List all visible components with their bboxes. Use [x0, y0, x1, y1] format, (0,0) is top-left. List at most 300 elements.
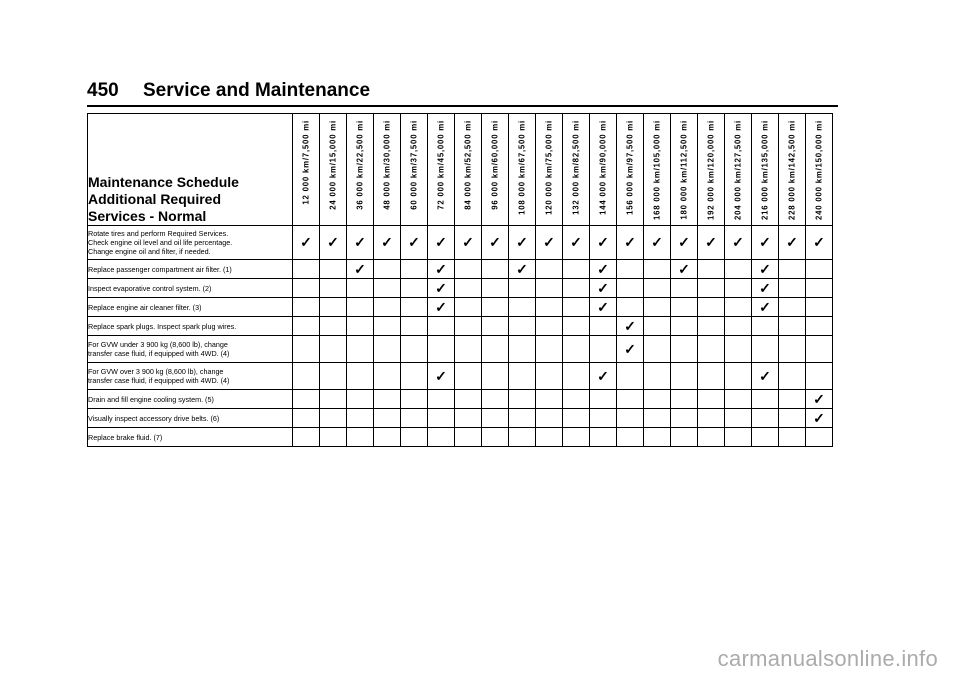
service-check-cell [509, 260, 536, 279]
empty-cell [455, 317, 482, 336]
service-check-cell [590, 260, 617, 279]
empty-cell [644, 409, 671, 428]
check-icon: ✓ [813, 409, 825, 426]
check-icon: ✓ [435, 279, 447, 296]
service-description-line: Visually inspect accessory drive belts. (6) [88, 413, 220, 423]
empty-cell [293, 409, 320, 428]
check-icon: ✓ [759, 279, 771, 296]
check-icon: ✓ [813, 390, 825, 407]
empty-cell [428, 409, 455, 428]
empty-cell [482, 428, 509, 447]
empty-cell [806, 428, 833, 447]
empty-cell [509, 279, 536, 298]
empty-cell [644, 363, 671, 390]
schedule-title-line: Services - Normal [88, 208, 207, 224]
empty-cell [347, 409, 374, 428]
empty-cell [320, 390, 347, 409]
empty-cell [401, 336, 428, 363]
empty-cell [725, 260, 752, 279]
service-description-line: Replace engine air cleaner filter. (3) [88, 302, 202, 312]
service-check-cell [698, 226, 725, 260]
service-check-cell [806, 390, 833, 409]
service-check-cell [509, 226, 536, 260]
empty-cell [455, 428, 482, 447]
interval-column-header [536, 114, 563, 226]
empty-cell [482, 279, 509, 298]
check-icon: ✓ [597, 279, 609, 296]
interval-column-header [509, 114, 536, 226]
empty-cell [779, 428, 806, 447]
service-check-cell [563, 226, 590, 260]
interval-column-header [320, 114, 347, 226]
empty-cell [779, 279, 806, 298]
service-check-cell [590, 298, 617, 317]
empty-cell [725, 336, 752, 363]
empty-cell [806, 298, 833, 317]
service-check-cell [482, 226, 509, 260]
empty-cell [698, 390, 725, 409]
interval-column-header [563, 114, 590, 226]
empty-cell [725, 317, 752, 336]
empty-cell [617, 428, 644, 447]
service-check-cell [752, 226, 779, 260]
empty-cell [563, 298, 590, 317]
empty-cell [671, 409, 698, 428]
empty-cell [374, 428, 401, 447]
empty-cell [401, 260, 428, 279]
empty-cell [752, 317, 779, 336]
check-icon: ✓ [624, 234, 636, 250]
service-check-cell [617, 317, 644, 336]
empty-cell [347, 336, 374, 363]
empty-cell [779, 336, 806, 363]
table-row [88, 298, 833, 317]
service-check-cell [347, 260, 374, 279]
service-description [88, 317, 293, 336]
table-row [88, 390, 833, 409]
empty-cell [374, 390, 401, 409]
check-icon: ✓ [435, 234, 447, 250]
service-check-cell [725, 226, 752, 260]
check-icon: ✓ [597, 234, 609, 250]
service-check-cell [671, 260, 698, 279]
interval-label: 180 000 km/112,500 mi [679, 120, 689, 220]
empty-cell [509, 390, 536, 409]
check-icon: ✓ [597, 367, 609, 384]
empty-cell [374, 336, 401, 363]
empty-cell [806, 317, 833, 336]
empty-cell [536, 279, 563, 298]
empty-cell [455, 279, 482, 298]
empty-cell [374, 260, 401, 279]
empty-cell [455, 298, 482, 317]
empty-cell [536, 336, 563, 363]
empty-cell [482, 409, 509, 428]
empty-cell [401, 409, 428, 428]
table-body [88, 226, 833, 447]
empty-cell [644, 390, 671, 409]
maintenance-schedule-table [87, 113, 833, 447]
empty-cell [698, 336, 725, 363]
interval-column-header [455, 114, 482, 226]
interval-column-header [590, 114, 617, 226]
service-description [88, 298, 293, 317]
table-row [88, 317, 833, 336]
interval-label: 36 000 km/22,500 mi [355, 120, 365, 210]
interval-label: 144 000 km/90,000 mi [598, 120, 608, 215]
check-icon: ✓ [759, 234, 771, 250]
empty-cell [347, 279, 374, 298]
empty-cell [347, 317, 374, 336]
service-description-line: Replace passenger compartment air filter. (1) [88, 264, 232, 274]
empty-cell [779, 390, 806, 409]
empty-cell [779, 317, 806, 336]
schedule-title-line: Additional Required [88, 191, 221, 207]
check-icon: ✓ [786, 234, 798, 250]
empty-cell [347, 298, 374, 317]
empty-cell [536, 317, 563, 336]
table-row [88, 409, 833, 428]
empty-cell [293, 336, 320, 363]
schedule-title [88, 114, 293, 226]
interval-label: 60 000 km/37,500 mi [409, 120, 419, 210]
interval-label: 132 000 km/82,500 mi [571, 120, 581, 215]
check-icon: ✓ [327, 234, 339, 250]
interval-column-header [671, 114, 698, 226]
interval-label: 156 000 km/97,500 mi [625, 120, 635, 215]
empty-cell [482, 390, 509, 409]
empty-cell [698, 260, 725, 279]
service-description [88, 409, 293, 428]
service-check-cell [455, 226, 482, 260]
empty-cell [725, 428, 752, 447]
service-description [88, 260, 293, 279]
check-icon: ✓ [408, 234, 420, 250]
empty-cell [347, 363, 374, 390]
service-description [88, 226, 293, 260]
interval-label: 24 000 km/15,000 mi [328, 120, 338, 210]
interval-column-header [725, 114, 752, 226]
service-check-cell [428, 226, 455, 260]
empty-cell [725, 279, 752, 298]
empty-cell [320, 428, 347, 447]
empty-cell [401, 428, 428, 447]
schedule-title-line: Maintenance Schedule [88, 174, 239, 190]
empty-cell [671, 317, 698, 336]
empty-cell [320, 279, 347, 298]
empty-cell [293, 390, 320, 409]
empty-cell [320, 363, 347, 390]
interval-label: 216 000 km/135,000 mi [760, 120, 770, 221]
empty-cell [536, 428, 563, 447]
empty-cell [617, 298, 644, 317]
empty-cell [563, 317, 590, 336]
check-icon: ✓ [570, 234, 582, 250]
empty-cell [671, 390, 698, 409]
empty-cell [698, 298, 725, 317]
interval-column-header [482, 114, 509, 226]
check-icon: ✓ [678, 234, 690, 250]
empty-cell [644, 336, 671, 363]
empty-cell [320, 336, 347, 363]
empty-cell [806, 363, 833, 390]
empty-cell [644, 260, 671, 279]
empty-cell [779, 298, 806, 317]
service-description-line: transfer case fluid, if equipped with 4WD. (4) [88, 349, 230, 358]
empty-cell [806, 336, 833, 363]
check-icon: ✓ [435, 367, 447, 384]
check-icon: ✓ [759, 367, 771, 384]
interval-label: 120 000 km/75,000 mi [544, 120, 554, 215]
service-description-line: Replace brake fluid. (7) [88, 432, 163, 442]
empty-cell [401, 317, 428, 336]
service-check-cell [428, 363, 455, 390]
empty-cell [482, 298, 509, 317]
empty-cell [698, 363, 725, 390]
empty-cell [455, 363, 482, 390]
check-icon: ✓ [516, 234, 528, 250]
empty-cell [779, 409, 806, 428]
empty-cell [698, 428, 725, 447]
empty-cell [536, 409, 563, 428]
empty-cell [563, 409, 590, 428]
empty-cell [509, 409, 536, 428]
check-icon: ✓ [624, 340, 636, 357]
empty-cell [617, 260, 644, 279]
check-icon: ✓ [759, 260, 771, 277]
service-description-line: For GVW under 3 900 kg (8,600 lb), change [88, 340, 228, 349]
service-description [88, 428, 293, 447]
empty-cell [320, 409, 347, 428]
empty-cell [509, 363, 536, 390]
empty-cell [617, 363, 644, 390]
check-icon: ✓ [543, 234, 555, 250]
service-description-line: Check engine oil level and oil life percentage. [88, 238, 233, 247]
empty-cell [536, 390, 563, 409]
empty-cell [617, 390, 644, 409]
empty-cell [590, 428, 617, 447]
empty-cell [779, 363, 806, 390]
empty-cell [293, 317, 320, 336]
empty-cell [401, 279, 428, 298]
section-title: Service and Maintenance [143, 80, 371, 101]
empty-cell [563, 260, 590, 279]
table-row [88, 428, 833, 447]
check-icon: ✓ [354, 234, 366, 250]
empty-cell [752, 336, 779, 363]
empty-cell [293, 298, 320, 317]
table-row [88, 336, 833, 363]
empty-cell [563, 279, 590, 298]
empty-cell [401, 390, 428, 409]
empty-cell [725, 363, 752, 390]
empty-cell [455, 260, 482, 279]
check-icon: ✓ [732, 234, 744, 250]
interval-label: 48 000 km/30,000 mi [382, 120, 392, 210]
service-check-cell [428, 260, 455, 279]
page-number: 450 [87, 80, 119, 101]
empty-cell [293, 363, 320, 390]
service-check-cell [590, 279, 617, 298]
empty-cell [401, 298, 428, 317]
service-check-cell [536, 226, 563, 260]
empty-cell [671, 336, 698, 363]
empty-cell [374, 409, 401, 428]
empty-cell [725, 409, 752, 428]
interval-column-header [752, 114, 779, 226]
empty-cell [806, 260, 833, 279]
empty-cell [374, 363, 401, 390]
empty-cell [428, 428, 455, 447]
empty-cell [752, 390, 779, 409]
empty-cell [671, 298, 698, 317]
empty-cell [671, 428, 698, 447]
service-description-line: Drain and fill engine cooling system. (5) [88, 394, 214, 404]
service-description-line: transfer case fluid, if equipped with 4WD. (4) [88, 376, 230, 385]
empty-cell [752, 428, 779, 447]
check-icon: ✓ [516, 260, 528, 277]
empty-cell [347, 428, 374, 447]
empty-cell [455, 336, 482, 363]
interval-column-header [698, 114, 725, 226]
service-check-cell [806, 226, 833, 260]
interval-label: 168 000 km/105,000 mi [652, 120, 662, 221]
service-check-cell [590, 363, 617, 390]
watermark: carmanualsonline.info [717, 646, 938, 671]
table-header-row [88, 114, 833, 226]
empty-cell [752, 409, 779, 428]
table-row [88, 226, 833, 260]
interval-label: 108 000 km/67,500 mi [517, 120, 527, 215]
service-check-cell [347, 226, 374, 260]
interval-column-header [779, 114, 806, 226]
empty-cell [482, 317, 509, 336]
check-icon: ✓ [813, 234, 825, 250]
empty-cell [644, 298, 671, 317]
table-row [88, 279, 833, 298]
check-icon: ✓ [705, 234, 717, 250]
empty-cell [374, 317, 401, 336]
service-description-line: Rotate tires and perform Required Services. [88, 229, 229, 238]
empty-cell [482, 336, 509, 363]
check-icon: ✓ [759, 298, 771, 315]
empty-cell [455, 409, 482, 428]
check-icon: ✓ [624, 317, 636, 334]
service-description-line: For GVW over 3 900 kg (8,600 lb), change [88, 367, 224, 376]
check-icon: ✓ [354, 260, 366, 277]
empty-cell [671, 279, 698, 298]
check-icon: ✓ [435, 298, 447, 315]
interval-label: 228 000 km/142,500 mi [787, 120, 797, 221]
empty-cell [509, 298, 536, 317]
empty-cell [644, 279, 671, 298]
table-row [88, 260, 833, 279]
table-row [88, 363, 833, 390]
empty-cell [428, 390, 455, 409]
service-check-cell [779, 226, 806, 260]
service-check-cell [590, 226, 617, 260]
empty-cell [509, 317, 536, 336]
page-header [87, 80, 837, 104]
empty-cell [779, 260, 806, 279]
service-check-cell [401, 226, 428, 260]
interval-label: 96 000 km/60,000 mi [490, 120, 500, 210]
service-check-cell [293, 226, 320, 260]
empty-cell [374, 298, 401, 317]
service-description [88, 336, 293, 363]
empty-cell [374, 279, 401, 298]
header-rule [87, 105, 838, 107]
empty-cell [293, 260, 320, 279]
service-check-cell [671, 226, 698, 260]
interval-label: 240 000 km/150,000 mi [814, 120, 824, 221]
service-check-cell [428, 298, 455, 317]
check-icon: ✓ [489, 234, 501, 250]
check-icon: ✓ [678, 260, 690, 277]
service-description [88, 363, 293, 390]
interval-column-header [293, 114, 320, 226]
empty-cell [563, 428, 590, 447]
interval-column-header [644, 114, 671, 226]
check-icon: ✓ [381, 234, 393, 250]
empty-cell [293, 428, 320, 447]
interval-column-header [347, 114, 374, 226]
empty-cell [644, 428, 671, 447]
service-check-cell [752, 298, 779, 317]
service-description-line: Inspect evaporative control system. (2) [88, 283, 212, 293]
empty-cell [590, 317, 617, 336]
empty-cell [590, 390, 617, 409]
interval-label: 84 000 km/52,500 mi [463, 120, 473, 210]
empty-cell [590, 336, 617, 363]
empty-cell [455, 390, 482, 409]
empty-cell [590, 409, 617, 428]
check-icon: ✓ [597, 298, 609, 315]
service-check-cell [320, 226, 347, 260]
check-icon: ✓ [651, 234, 663, 250]
empty-cell [320, 317, 347, 336]
interval-label: 72 000 km/45,000 mi [436, 120, 446, 210]
empty-cell [698, 317, 725, 336]
empty-cell [536, 260, 563, 279]
service-check-cell [752, 363, 779, 390]
service-check-cell [428, 279, 455, 298]
interval-label: 192 000 km/120,000 mi [706, 120, 716, 221]
service-description-line: Change engine oil and filter, if needed. [88, 247, 211, 256]
service-check-cell [617, 226, 644, 260]
empty-cell [347, 390, 374, 409]
empty-cell [617, 409, 644, 428]
service-check-cell [644, 226, 671, 260]
empty-cell [293, 279, 320, 298]
service-check-cell [617, 336, 644, 363]
service-check-cell [806, 409, 833, 428]
empty-cell [509, 428, 536, 447]
interval-column-header [428, 114, 455, 226]
service-description [88, 279, 293, 298]
empty-cell [482, 363, 509, 390]
empty-cell [428, 336, 455, 363]
service-description [88, 390, 293, 409]
check-icon: ✓ [597, 260, 609, 277]
service-check-cell [752, 260, 779, 279]
empty-cell [428, 317, 455, 336]
service-description-line: Replace spark plugs. Inspect spark plug wires. [88, 321, 237, 331]
interval-column-header [401, 114, 428, 226]
empty-cell [617, 279, 644, 298]
empty-cell [482, 260, 509, 279]
interval-column-header [374, 114, 401, 226]
